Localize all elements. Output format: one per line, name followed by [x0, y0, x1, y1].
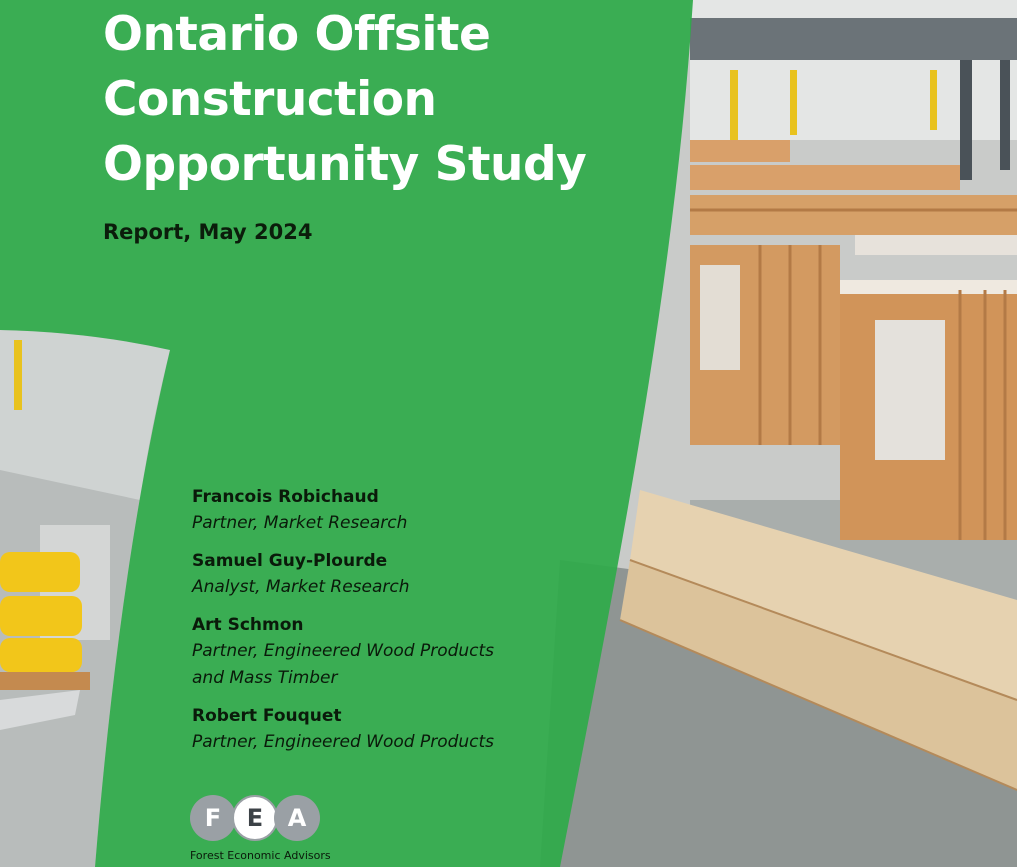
- yellow-packages: [0, 552, 82, 672]
- author-role: Analyst, Market Research: [192, 577, 410, 597]
- logo-circles: [190, 795, 320, 841]
- company-name: Forest Economic Advisors: [190, 849, 331, 862]
- author-role: Partner, Engineered Wood Products: [192, 641, 495, 661]
- overhead-crane: [690, 18, 1017, 60]
- author-name: Art Schmon: [192, 615, 304, 635]
- author-name: Samuel Guy-Plourde: [192, 551, 388, 571]
- title-line: Construction: [103, 72, 437, 127]
- author-role: Partner, Market Research: [192, 513, 408, 533]
- fea-logo: [190, 795, 330, 865]
- logo-letter-f: F: [190, 795, 236, 841]
- title-line: Ontario Offsite: [103, 7, 491, 62]
- report-date: Report, May 2024: [103, 220, 313, 244]
- report-title: [103, 2, 586, 197]
- author-role: Partner, Engineered Wood Products: [192, 732, 495, 752]
- author-name: Robert Fouquet: [192, 706, 342, 726]
- author-entry: [192, 703, 552, 756]
- author-entry: [192, 484, 552, 537]
- title-line: Opportunity Study: [103, 137, 587, 192]
- author-name: Francois Robichaud: [192, 487, 379, 507]
- logo-letter-e: E: [232, 795, 278, 841]
- author-entry: [192, 548, 552, 601]
- author-entry: [192, 612, 552, 692]
- author-role: and Mass Timber: [192, 668, 338, 688]
- author-list: [192, 484, 552, 767]
- logo-letter-a: A: [274, 795, 320, 841]
